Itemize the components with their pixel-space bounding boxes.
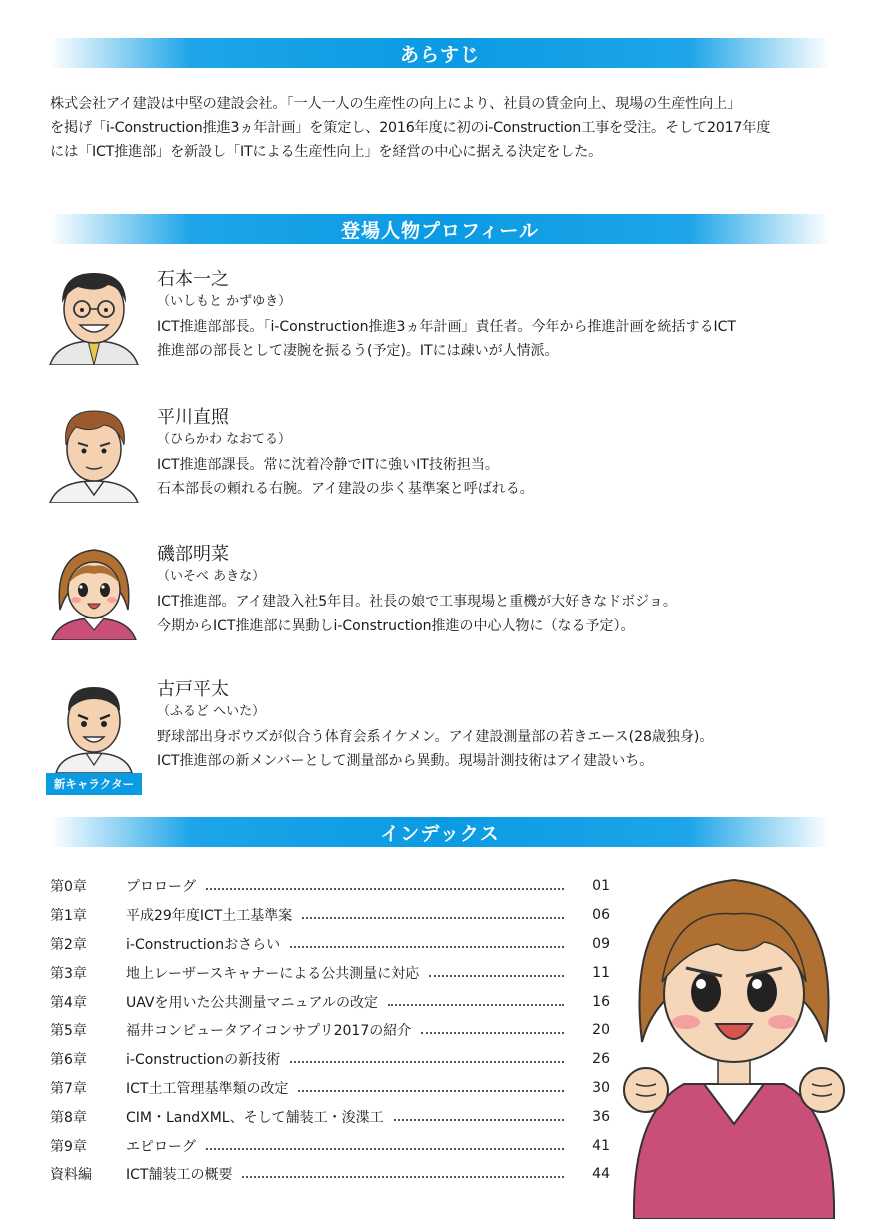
character-name: 古戸平太 <box>157 679 229 700</box>
toc-title: CIM・LandXML、そして舗装工・浚渫工 <box>126 1109 384 1126</box>
toc-chapter: 第3章 <box>50 965 87 982</box>
index-title: インデックス <box>380 822 500 845</box>
toc-entry[interactable] <box>50 930 610 959</box>
toc-page: 41 <box>592 1137 610 1154</box>
hirakawa-portrait <box>48 403 140 503</box>
toc-leader <box>429 975 564 977</box>
toc-title: 福井コンピュータアイコンサプリ2017の紹介 <box>126 1023 412 1040</box>
new-character-badge: 新キャラクター <box>46 773 142 795</box>
description-line: ICT推進部課長。常に沈着冷静でITに強いIT技術担当。 <box>157 457 499 473</box>
synopsis-line: 株式会社アイ建設は中堅の建設会社。「一人一人の生産性の向上により、社員の賃金向上、現場の生産性向上」 <box>50 96 742 112</box>
character-description <box>157 590 677 638</box>
toc-page: 01 <box>592 878 610 895</box>
profiles-header <box>50 214 830 244</box>
toc-leader <box>242 1176 564 1178</box>
toc-leader <box>421 1032 564 1034</box>
toc-leader <box>388 1004 564 1006</box>
toc-entry[interactable] <box>50 1074 610 1103</box>
toc-chapter: 第2章 <box>50 936 87 953</box>
profiles-title: 登場人物プロフィール <box>340 219 540 242</box>
ishimoto-portrait <box>48 265 140 365</box>
synopsis-title: あらすじ <box>399 43 480 66</box>
toc-chapter: 第8章 <box>50 1109 87 1126</box>
toc-entry[interactable] <box>50 958 610 987</box>
character-description <box>157 453 534 501</box>
table-of-contents <box>50 872 610 1189</box>
toc-entry[interactable] <box>50 1160 610 1189</box>
toc-page: 30 <box>592 1079 610 1096</box>
character-name: 磯部明菜 <box>157 544 229 565</box>
toc-entry[interactable] <box>50 901 610 930</box>
toc-title: エピローグ <box>126 1138 196 1155</box>
toc-leader <box>290 1061 564 1063</box>
character-reading: （ひらかわ なおてる） <box>157 432 292 447</box>
character-name: 平川直照 <box>157 407 229 428</box>
toc-title: ICT土工管理基準類の改定 <box>126 1080 289 1097</box>
toc-entry[interactable] <box>50 1131 610 1160</box>
toc-chapter: 第7章 <box>50 1080 87 1097</box>
character-description <box>157 315 736 363</box>
toc-chapter: 第0章 <box>50 879 87 896</box>
toc-chapter: 第6章 <box>50 1052 87 1069</box>
character-ishimoto <box>40 265 840 385</box>
furudo-portrait <box>48 675 140 775</box>
toc-page: 16 <box>592 993 610 1010</box>
character-hirakawa <box>40 403 840 523</box>
toc-entry[interactable] <box>50 987 610 1016</box>
toc-entry[interactable] <box>50 872 610 901</box>
toc-title: ICT舗装工の概要 <box>126 1167 233 1184</box>
description-line: 推進部の部長として凄腕を振るう(予定)。ITには疎いが人情派。 <box>157 343 559 359</box>
toc-chapter: 第4章 <box>50 994 87 1011</box>
toc-title: 地上レーザースキャナーによる公共測量に対応 <box>126 965 420 982</box>
description-line: 今期からICT推進部に異動しi-Construction推進の中心人物に（なる予定）。 <box>157 618 635 634</box>
toc-entry[interactable] <box>50 1045 610 1074</box>
description-line: 野球部出身ボウズが似合う体育会系イケメン。アイ建設測量部の若きエース(28歳独身)。 <box>157 729 714 745</box>
toc-chapter: 第9章 <box>50 1138 87 1155</box>
toc-chapter: 第1章 <box>50 908 87 925</box>
toc-page: 11 <box>592 964 610 981</box>
toc-chapter: 第5章 <box>50 1023 87 1040</box>
character-description <box>157 725 713 773</box>
toc-title: UAVを用いた公共測量マニュアルの改定 <box>126 994 378 1011</box>
toc-entry[interactable] <box>50 1102 610 1131</box>
description-line: ICT推進部の新メンバーとして測量部から異動。現場計測技術はアイ建設いち。 <box>157 753 654 769</box>
synopsis-header <box>50 38 830 68</box>
toc-leader <box>206 888 564 890</box>
toc-leader <box>302 917 564 919</box>
synopsis-line: を掲げ「i-Construction推進3ヵ年計画」を策定し、2016年度に初のi-Construction工事を受注。そして2017年度 <box>50 120 771 136</box>
character-name: 石本一之 <box>157 269 229 290</box>
toc-leader <box>290 946 564 948</box>
toc-page: 26 <box>592 1051 610 1068</box>
isobe-cheer-illustration <box>614 862 854 1219</box>
character-reading: （いしもと かずゆき） <box>157 294 292 309</box>
character-reading: （いそべ あきな） <box>157 569 266 584</box>
index-header <box>50 817 830 847</box>
isobe-portrait <box>48 540 140 640</box>
toc-title: i-Constructionおさらい <box>126 936 281 953</box>
toc-chapter: 資料編 <box>50 1167 92 1184</box>
description-line: ICT推進部部長。「i-Construction推進3ヵ年計画」責任者。今年から推進計画を統括するICT <box>157 319 736 335</box>
toc-page: 06 <box>592 907 610 924</box>
synopsis-line: には「ICT推進部」を新設し「ITによる生産性向上」を経営の中心に据える決定をした。 <box>50 144 603 160</box>
character-reading: （ふるど へいた） <box>157 704 266 719</box>
character-furudo <box>40 675 840 795</box>
toc-page: 36 <box>592 1108 610 1125</box>
toc-page: 09 <box>592 935 610 952</box>
toc-leader <box>394 1119 564 1121</box>
toc-entry[interactable] <box>50 1016 610 1045</box>
synopsis-text <box>50 92 840 164</box>
toc-title: プロローグ <box>126 879 196 896</box>
toc-page: 44 <box>592 1166 610 1183</box>
toc-leader <box>298 1090 564 1092</box>
description-line: ICT推進部。アイ建設入社5年目。社長の娘で工事現場と重機が大好きなドボジョ。 <box>157 594 677 610</box>
toc-title: i-Constructionの新技術 <box>126 1052 281 1069</box>
toc-leader <box>206 1148 564 1150</box>
toc-title: 平成29年度ICT土工基準案 <box>126 908 293 925</box>
toc-page: 20 <box>592 1022 610 1039</box>
description-line: 石本部長の頼れる右腕。アイ建設の歩く基準案と呼ばれる。 <box>157 481 534 497</box>
character-isobe <box>40 540 840 660</box>
